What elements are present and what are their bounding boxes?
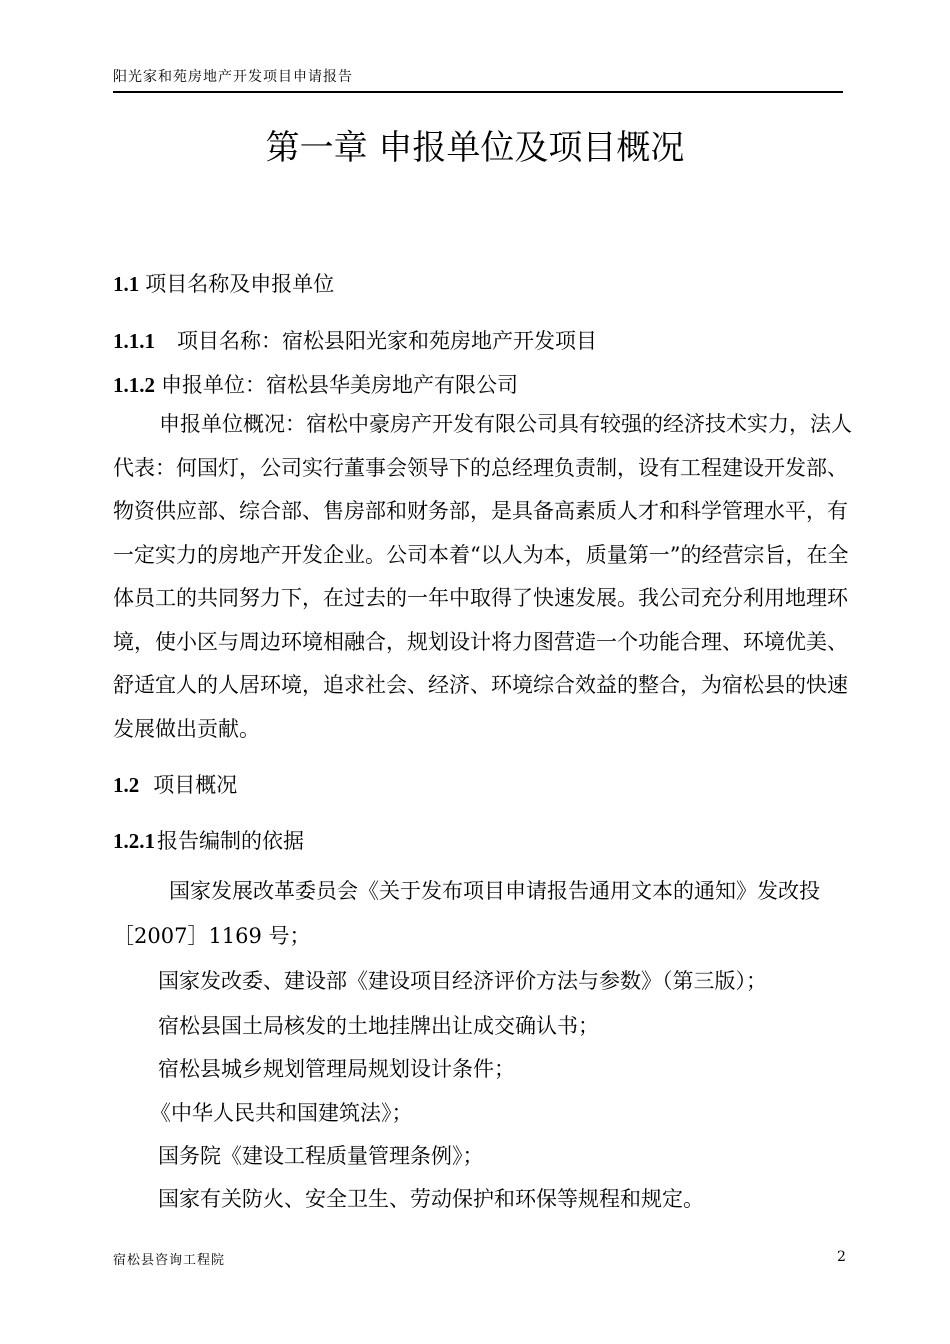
basis-item: 国家发改委、建设部《建设项目经济评价方法与参数》（第三版）； bbox=[158, 969, 767, 993]
company-overview-paragraph bbox=[113, 403, 855, 751]
section-1-1-1-heading bbox=[113, 325, 597, 355]
section-number: 1.1.2 bbox=[113, 373, 155, 397]
basis-item: 宿松县城乡规划管理局规划设计条件； bbox=[158, 1057, 515, 1081]
section-number: 1.1 bbox=[113, 272, 140, 296]
section-title: 项目名称：宿松县阳光家和苑房地产开发项目 bbox=[177, 329, 597, 353]
basis-item: 《中华人民共和国建筑法》； bbox=[150, 1101, 413, 1125]
section-1-1-2-heading bbox=[113, 369, 518, 399]
section-1-2-heading bbox=[113, 769, 237, 799]
basis-first-paragraph bbox=[113, 869, 855, 959]
section-1-2-1-heading bbox=[113, 825, 304, 855]
basis-item: 国务院《建设工程质量管理条例》； bbox=[158, 1144, 484, 1168]
page-number: 2 bbox=[837, 1249, 846, 1265]
footer-org: 宿松县咨询工程院 bbox=[113, 1253, 226, 1268]
section-title: 项目概况 bbox=[153, 773, 238, 797]
paragraph-text: 国家发展改革委员会《关于发布项目申请报告通用文本的通知》发改投［2007］1169 号； bbox=[113, 879, 820, 948]
basis-item: 宿松县国土局核发的土地挂牌出让成交确认书； bbox=[158, 1014, 599, 1038]
page-header bbox=[113, 66, 843, 93]
section-1-1-heading bbox=[113, 268, 334, 298]
header-text: 阳光家和苑房地产开发项目申请报告 bbox=[113, 69, 353, 85]
section-title: 报告编制的依据 bbox=[157, 829, 304, 853]
section-title: 申报单位：宿松县华美房地产有限公司 bbox=[161, 373, 518, 397]
section-title: 项目名称及申报单位 bbox=[145, 272, 335, 296]
basis-item: 国家有关防火、安全卫生、劳动保护和环保等规程和规定。 bbox=[158, 1187, 704, 1211]
chapter-title: 第一章 申报单位及项目概况 bbox=[265, 128, 685, 168]
paragraph-text: 申报单位概况：宿松中豪房产开发有限公司具有较强的经济技术实力，法人代表：何国灯，公司实行董事会领导下的总经理负责制，设有工程建设开发部、物资供应部、综合部、售房部和财务部，是具备高素质人才和科学管理水平，有一定实力的房地产开发企业。公司本着“以人为本，质量第一”的经营宗旨，在全体员工的共同努力下，在过去的一年中取得了快速发展。我公司充分利用地理环境，使小区与周边环境相融合，规划设计将力图营造一个功能合理、环境优美、舒适宜人的人居环境，追求社会、经济、环境综合效益的整合，为宿松县的快速发展做出贡献。 bbox=[113, 412, 852, 741]
section-number: 1.1.1 bbox=[113, 329, 155, 353]
section-number: 1.2 bbox=[113, 773, 140, 797]
section-number: 1.2.1 bbox=[113, 829, 155, 853]
